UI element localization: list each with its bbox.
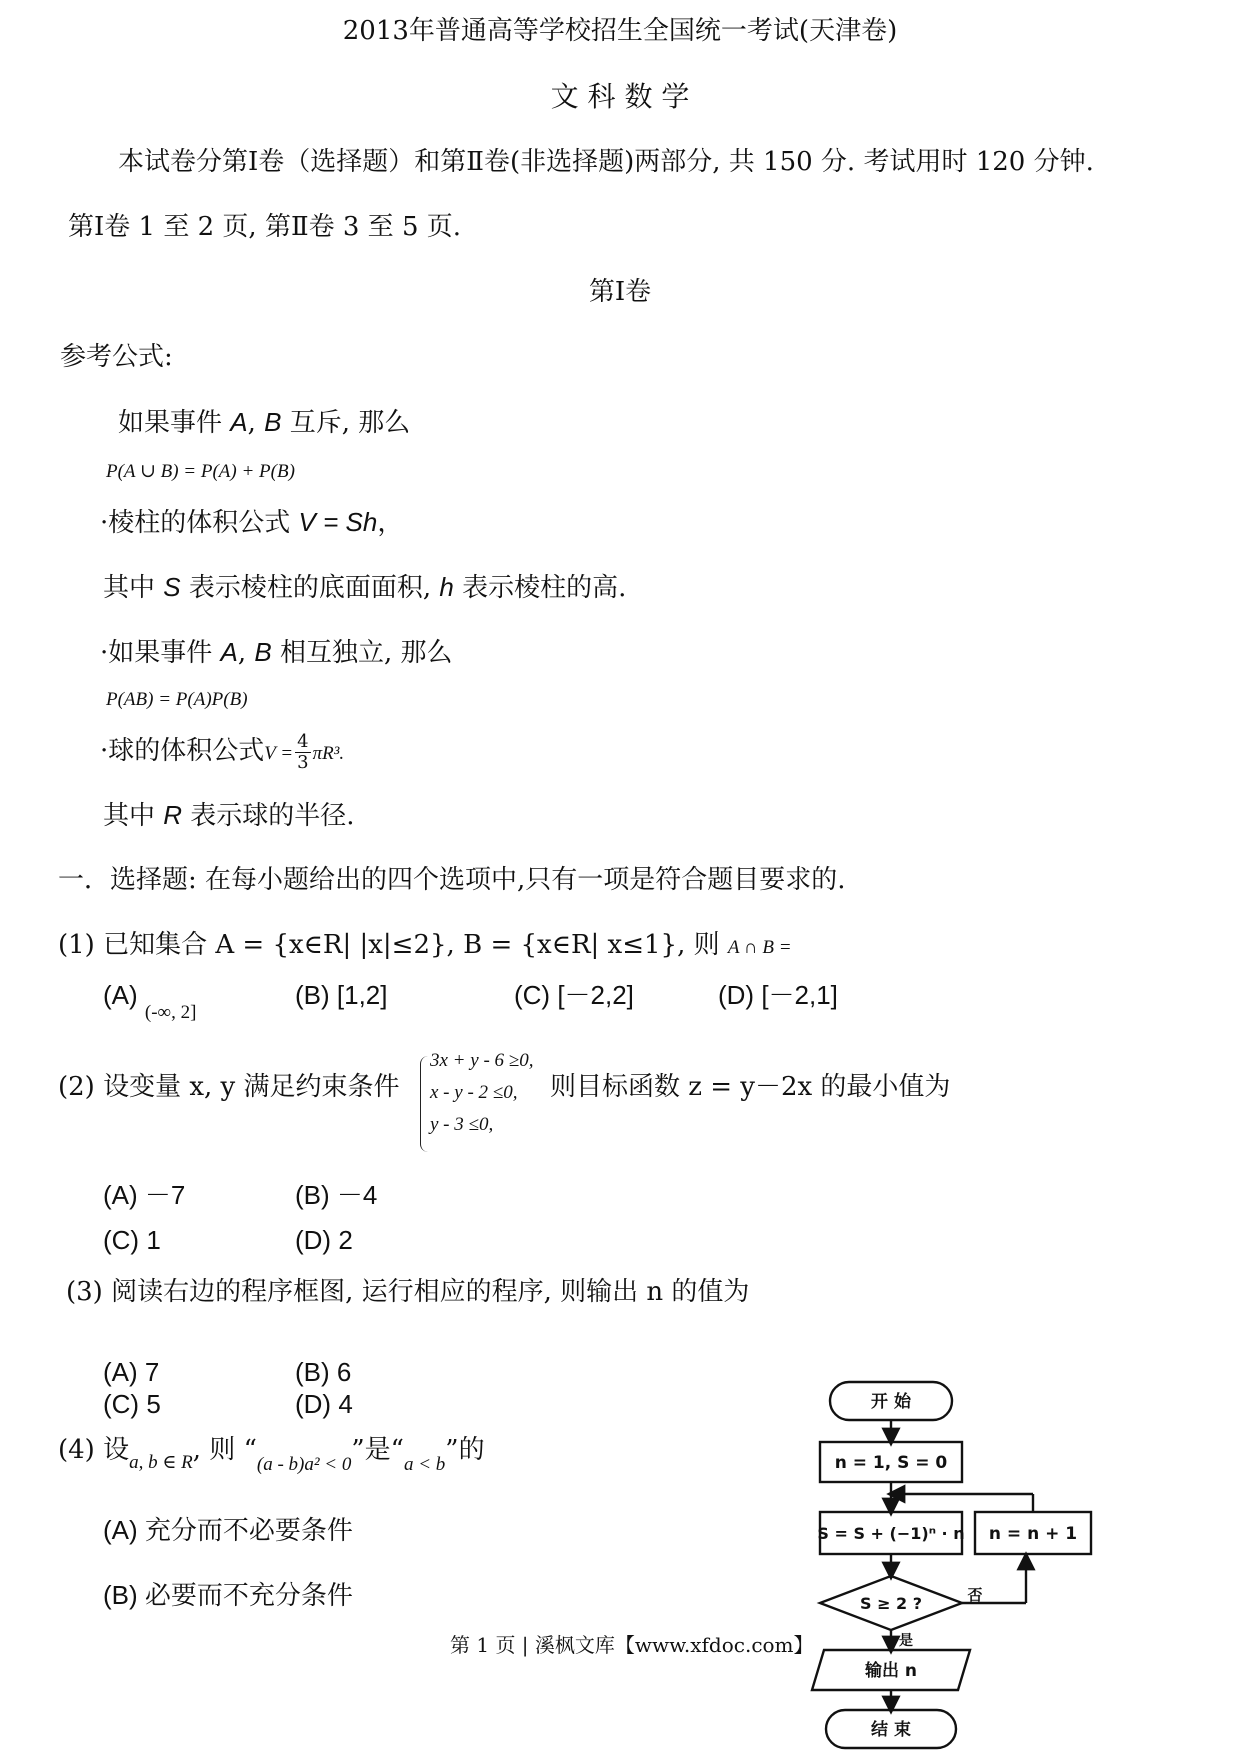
- question-1-tail: A ∩ B =: [727, 937, 792, 958]
- question-2-option-b: (B) －4: [295, 1180, 378, 1210]
- question-1-text: (1) 已知集合 A = {x∈R| |x|≤2}, B = {x∈R| x≤1}, 则: [58, 930, 720, 960]
- formula-3-s: S: [163, 572, 181, 602]
- question-1-option-d: (D) [－2,1]: [718, 980, 838, 1010]
- formula-1-var-a: A: [230, 407, 248, 437]
- flow-output-label: 输出 n: [864, 1661, 918, 1681]
- question-1-option-a-math: (-∞, 2]: [144, 1002, 197, 1023]
- formula-3-h: h: [439, 572, 454, 602]
- constraint-3: y - 3 ≤0,: [430, 1114, 494, 1135]
- question-4-text-b: , 则 “: [192, 1435, 257, 1465]
- exam-title: 2013年普通高等学校招生全国统一考试(天津卷): [342, 16, 898, 46]
- question-3-option-a: (A) 7: [103, 1357, 160, 1387]
- intro-line-2: 第Ⅰ卷 1 至 2 页, 第Ⅱ卷 3 至 5 页.: [68, 212, 462, 242]
- question-1-option-c: (C) [－2,2]: [514, 980, 634, 1010]
- page-footer: 第 1 页 | 溪枫文库【www.xfdoc.com】: [450, 1633, 814, 1657]
- formula-3-c: 表示棱柱的高.: [453, 573, 627, 603]
- question-1-option-b: (B) [1,2]: [295, 980, 388, 1010]
- question-3-option-b: (B) 6: [295, 1357, 352, 1387]
- question-4-option-a: (A) 充分而不必要条件: [103, 1515, 353, 1545]
- question-4-expression-2: a < b: [403, 1454, 446, 1475]
- formula-4-sep: ,: [237, 638, 255, 668]
- formula-4-text-b: 相互独立, 那么: [271, 638, 453, 668]
- flow-yes-label: 是: [899, 1633, 913, 1649]
- formula-6-b: 表示球的半径.: [182, 801, 355, 831]
- question-2-option-c: (C) 1: [103, 1225, 161, 1255]
- formula-4-math: P(AB) = P(A)P(B): [106, 689, 248, 710]
- question-2-stem-a: (2) 设变量 x, y 满足约束条件: [58, 1072, 400, 1102]
- question-4-text-a: (4) 设: [58, 1435, 130, 1465]
- question-2-option-a: (A) －7: [103, 1180, 186, 1210]
- flow-start-label: 开 始: [871, 1392, 911, 1412]
- question-4-condition: a, b ∈ R: [129, 1452, 193, 1473]
- question-4-text-c: ”是“: [351, 1435, 404, 1465]
- formula-4-var-b: B: [254, 637, 272, 667]
- formula-5-rhs: πR³.: [312, 743, 345, 764]
- flow-increment-label: n = n + 1: [988, 1524, 1078, 1544]
- question-4-text-d: ”的: [445, 1435, 485, 1465]
- question-4-option-b: (B) 必要而不充分条件: [103, 1580, 353, 1610]
- constraint-2: x - y - 2 ≤0,: [430, 1082, 518, 1103]
- formula-3-b: 表示棱柱的底面面积,: [180, 573, 440, 603]
- formula-5-numerator: 4: [297, 730, 309, 752]
- intro-line-1: 本试卷分第Ⅰ卷（选择题）和第Ⅱ卷(非选择题)两部分, 共 150 分. 考试用时 120 分钟.: [118, 147, 1094, 177]
- formula-4-text-a: ·如果事件: [100, 638, 221, 668]
- formula-1-sep: ,: [247, 408, 265, 438]
- question-2-option-d: (D) 2: [295, 1225, 353, 1255]
- flow-init-label: n = 1, S = 0: [834, 1453, 948, 1473]
- formula-1-var-b: B: [264, 407, 282, 437]
- question-2-stem-b: 则目标函数 z = y－2x 的最小值为: [550, 1072, 951, 1102]
- constraint-1: 3x + y - 6 ≥0,: [430, 1050, 534, 1071]
- formula-4-var-a: A: [220, 637, 238, 667]
- volume-title: 第Ⅰ卷: [588, 277, 652, 307]
- question-3-stem: (3) 阅读右边的程序框图, 运行相应的程序, 则输出 n 的值为: [66, 1277, 750, 1307]
- formula-2-label: ·棱柱的体积公式: [100, 508, 299, 538]
- formula-1-text-a: 如果事件: [118, 408, 231, 438]
- formula-6-r: R: [163, 800, 183, 830]
- question-3-option-c: (C) 5: [103, 1389, 161, 1419]
- question-4-expression-1: (a - b)a² < 0: [256, 1454, 352, 1475]
- flow-decision-label: S ≥ 2 ?: [859, 1594, 923, 1613]
- question-1-option-a-label: (A): [103, 980, 138, 1010]
- formula-6-a: 其中: [103, 801, 164, 831]
- formula-5-lhs: V =: [264, 743, 294, 764]
- formula-5-denominator: 3: [297, 751, 309, 773]
- question-3-option-d: (D) 4: [295, 1389, 353, 1419]
- formula-3-a: 其中: [103, 573, 164, 603]
- formula-2-end: ，: [377, 508, 404, 538]
- formula-5-label: ·球的体积公式: [100, 736, 265, 766]
- formula-heading: 参考公式:: [60, 342, 173, 372]
- section-heading: 一．选择题: 在每小题给出的四个选项中,只有一项是符合题目要求的.: [58, 865, 846, 895]
- flow-process-label: S = S + (−1)ⁿ · n: [817, 1524, 965, 1543]
- flow-no-label: 否: [967, 1586, 983, 1604]
- formula-1-math: P(A ∪ B) = P(A) + P(B): [106, 461, 295, 482]
- formula-1-text-b: 互斥, 那么: [281, 408, 411, 438]
- flow-end-label: 结 束: [871, 1720, 911, 1740]
- formula-2-math: V = Sh: [298, 507, 378, 537]
- exam-subtitle: 文 科 数 学: [550, 80, 690, 113]
